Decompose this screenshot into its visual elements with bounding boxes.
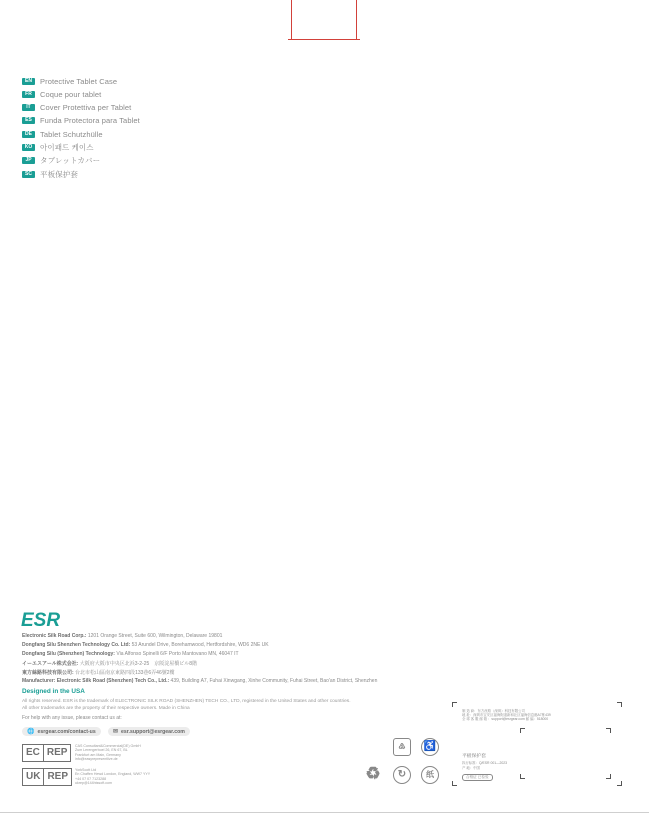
- cn-product-title: 平板保护套: [462, 754, 486, 759]
- company-address: 1201 Orange Street, Suite 600, Wilmington, Delaware 19801: [86, 633, 223, 639]
- cn-spec-line: 产 地：中国: [462, 766, 480, 770]
- ec-rep-mark: [22, 744, 71, 762]
- rep-label: REP: [43, 769, 71, 785]
- language-row-sc: [22, 169, 78, 179]
- mail-icon: ✉: [113, 729, 119, 735]
- cn-qc-badge: 合格证 已检验: [462, 774, 493, 781]
- designed-in-usa: Designed in the USA: [22, 688, 85, 695]
- company-name: Manufacturer: Electronic Silk Road (Shenzhen) Tech Co., Ltd.:: [22, 678, 170, 684]
- corner-mark: [606, 774, 611, 779]
- website-text: esrgear.com/contact-us: [37, 728, 96, 735]
- uk-rep-mark: [22, 768, 72, 786]
- language-code-badge: IT: [22, 104, 35, 111]
- company-address: 53 Arundel Drive, Borehamwood, Hertfordshire, WD6 2NE UK: [130, 642, 269, 648]
- language-product-name: Protective Tablet Case: [40, 76, 118, 86]
- address-line: [22, 660, 197, 667]
- ec-line: Zum Lerengerboel 26, EN 67, BL: [75, 748, 128, 753]
- recycling-person-icon: ♿: [421, 738, 439, 756]
- language-code-badge: SC: [22, 171, 35, 178]
- language-product-name: 平板保护套: [40, 169, 78, 179]
- email-text: esr.support@esrgear.com: [121, 728, 185, 735]
- address-line: [22, 633, 222, 639]
- language-row-fr: [22, 89, 101, 99]
- uk-label: UK: [26, 771, 41, 782]
- company-name: Dongfang Silu Shenzhen Technology Co. Ltd:: [22, 642, 131, 648]
- legal-notice: All rights reserved. ESR is the trademark of ELECTRONIC SILK ROAD (SHENZHEN) TECH CO., LTD, registered in the United States and other countries. All other trademarks are the property of their respective owners. Made in China: [22, 699, 351, 711]
- email-link[interactable]: [108, 727, 190, 736]
- address-line: [22, 642, 269, 648]
- language-code-badge: EN: [22, 78, 35, 85]
- language-product-name: Coque pour tablet: [40, 89, 102, 99]
- crop-mark: [291, 0, 357, 40]
- corner-mark: [520, 774, 525, 779]
- company-address: 台北市松山區南京東路四段133巷6弄46號2樓: [73, 670, 175, 676]
- cn-product-label: [452, 702, 622, 786]
- ec-line: info@easyrepresentlive.de: [75, 756, 118, 761]
- company-name: Electronic Silk Road Corp.:: [22, 633, 87, 639]
- language-row-en: [22, 76, 117, 86]
- cn-info-line: 全 球 客 服 邮 箱 ：support@esrgear.com 邮 编：518000: [462, 717, 549, 721]
- uk-line: En Chaffen Hewd London, England, WW7 YYY: [75, 772, 151, 777]
- paper-recycle-icon: 纸: [421, 766, 439, 784]
- language-row-es: [22, 116, 140, 126]
- uk-line: YorkScott Ltd: [75, 768, 97, 772]
- corner-mark: [617, 781, 622, 786]
- ec-rep-address: [75, 744, 141, 761]
- help-text: For help with any issue, please contact us at:: [22, 715, 122, 721]
- company-name: イーエスアール株式会社:: [22, 661, 79, 667]
- corner-mark: [606, 728, 611, 733]
- language-row-ko: [22, 143, 94, 153]
- green-dot-icon: ↻: [393, 766, 411, 784]
- esr-logo: ESR: [21, 610, 61, 631]
- ec-line: CAS Consultant&Commercial(DE) GmbH: [75, 744, 141, 748]
- address-line: [22, 678, 377, 684]
- language-code-badge: KO: [22, 144, 35, 151]
- language-row-it: [22, 103, 131, 113]
- ec-label: EC: [26, 747, 40, 758]
- language-product-name: Tablet Schutzhülle: [40, 129, 103, 139]
- cn-spec-line: 执行标准：Q/ESR 001—2023: [462, 761, 508, 765]
- company-address: 439, Building A7, Fuhai Xinwgang, Xinhe Community, Fuhai Street, Bao'an District, Shenzhen: [169, 678, 378, 684]
- corner-mark: [617, 702, 622, 707]
- bottom-rule: [0, 812, 649, 813]
- rep-label: REP: [43, 745, 71, 761]
- globe-icon: 🌐: [27, 729, 35, 735]
- uk-rep-address: [75, 768, 150, 785]
- language-code-badge: JP: [22, 157, 35, 164]
- language-product-name: Funda Protectora para Tablet: [40, 116, 140, 126]
- cn-info-line: 制 造 商：东方丝路（深圳）科技有限公司: [462, 709, 525, 713]
- corner-mark: [520, 728, 525, 733]
- website-link[interactable]: [22, 727, 101, 736]
- pp-recycle-icon: ♳: [393, 738, 411, 756]
- corner-mark: [452, 702, 457, 707]
- address-line: [22, 651, 239, 657]
- company-address: Via Alfonso Spinelli 6/F Porto Mantovano MN, 46047 IT: [114, 651, 239, 657]
- ec-line: Frankfurt am Main, Germany: [75, 752, 121, 757]
- uk-line: +44 07 07 7123288: [75, 776, 107, 781]
- company-name: 東方絲路科技有限公司:: [22, 670, 74, 676]
- recycle-arrows-icon: ♻: [365, 764, 381, 783]
- cn-info-line: 地 址：深圳市宝安区福海街道新和社区福海信息港A7栋439: [462, 713, 551, 717]
- language-product-name: 아이패드 케이스: [40, 143, 94, 152]
- language-code-badge: ES: [22, 117, 35, 124]
- language-code-badge: FR: [22, 91, 35, 98]
- language-product-name: Cover Protettiva per Tablet: [40, 103, 132, 113]
- language-row-jp: [22, 156, 100, 166]
- corner-mark: [452, 781, 457, 786]
- company-address: 大阪府大阪市中央区北浜3-2-25 京阪淀屋橋ビル8階: [78, 661, 198, 667]
- language-product-name: タブレットカバー: [40, 156, 101, 166]
- uk-line: ukrep@144htssoft.com: [75, 780, 113, 785]
- company-name: Dongfang Silu (Shenzhen) Technology:: [22, 651, 115, 657]
- language-row-de: [22, 129, 103, 139]
- address-line: [22, 669, 175, 676]
- language-code-badge: DE: [22, 131, 35, 138]
